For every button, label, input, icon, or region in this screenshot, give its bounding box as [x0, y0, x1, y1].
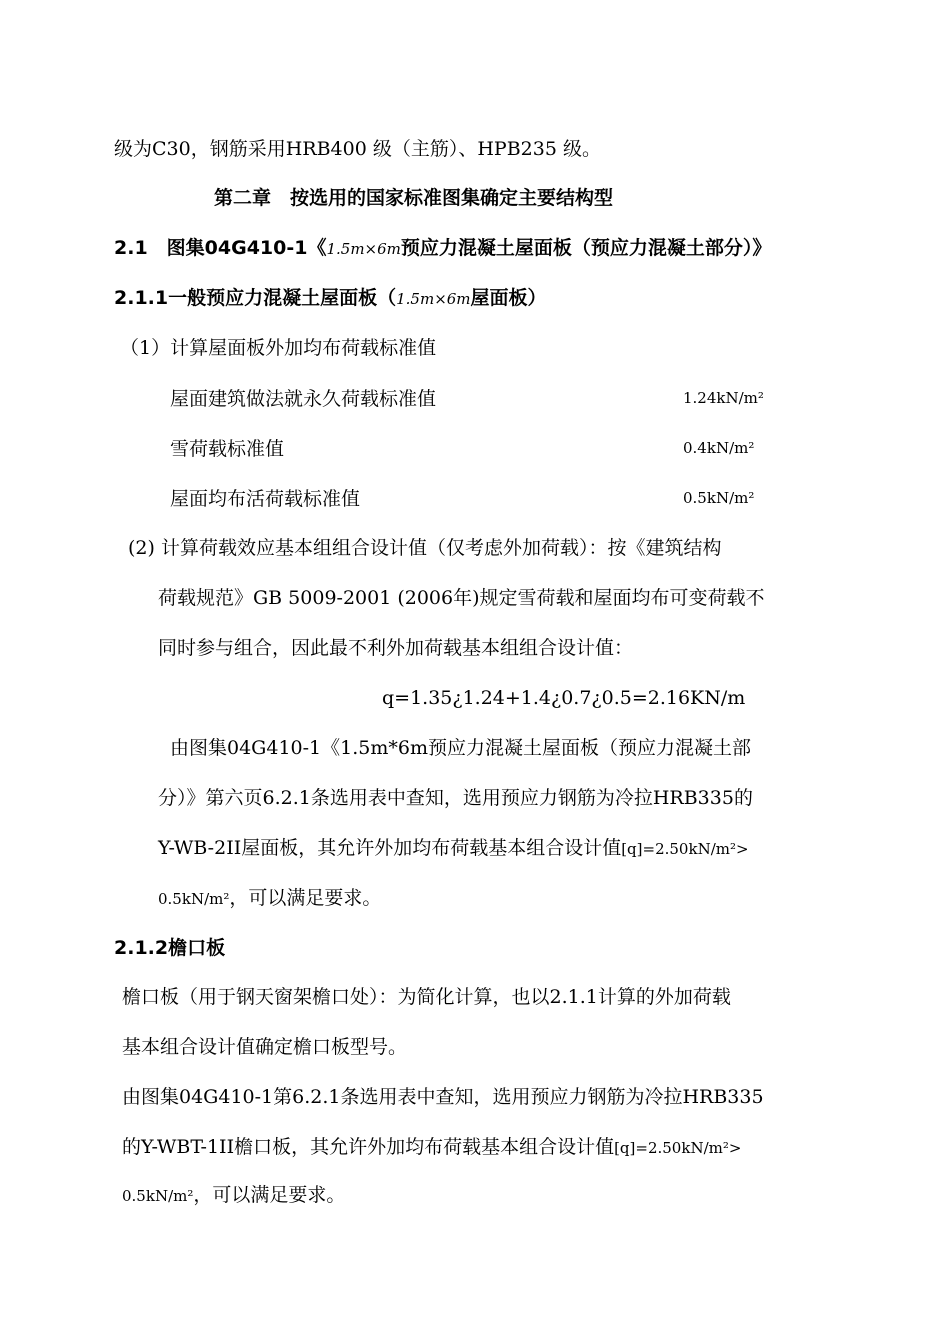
- text-line: 同时参与组合，因此最不利外加荷载基本组组合设计值：: [158, 637, 634, 659]
- dimension-math: 1.5m×6m: [326, 240, 401, 258]
- section-heading-2-1-1: [114, 289, 547, 308]
- load-row-label: 雪荷载标准值: [170, 438, 285, 460]
- item-1-heading: （1）计算屋面板外加均布荷载标准值: [120, 337, 437, 359]
- text-line: [158, 839, 749, 858]
- heading-text: 2.1 图集04G410-1《: [114, 237, 327, 259]
- text-line: 由图集04G410-1第6.2.1条选用表中查知，选用预应力钢筋为冷拉HRB335: [122, 1086, 764, 1108]
- load-row-value: 0.5kN/m²: [683, 489, 755, 507]
- math-value: 0.5kN/m²: [122, 1187, 194, 1205]
- text-segment: Y-WB-2II屋面板，其允许外加均布荷载基本组合设计值: [158, 837, 622, 859]
- text-line: (2) 计算荷载效应基本组组合设计值（仅考虑外加荷载）：按《建筑结构: [128, 537, 722, 559]
- text-line: 由图集04G410-1《1.5m*6m预应力混凝土屋面板（预应力混凝土部: [170, 737, 751, 759]
- text-segment: ，可以满足要求。: [193, 1184, 346, 1206]
- math-value: 0.5kN/m²: [158, 890, 230, 908]
- load-row-value: 1.24kN/m²: [683, 389, 764, 407]
- math-inequality: [q]=2.50kN/m²>: [621, 840, 749, 858]
- load-row-label: 屋面建筑做法就永久荷载标准值: [170, 388, 437, 410]
- section-heading-2-1: [114, 239, 771, 258]
- heading-text: 预应力混凝土屋面板（预应力混凝土部分）》: [400, 237, 772, 259]
- formula: q=1.35¿1.24+1.4¿0.7¿0.5=2.16KN/m: [382, 687, 746, 709]
- heading-text: 2.1.1一般预应力混凝土屋面板（: [114, 287, 397, 309]
- text-line: 檐口板（用于钢天窗架檐口处）：为简化计算，也以2.1.1计算的外加荷载: [122, 986, 731, 1008]
- text-segment: ，可以满足要求。: [229, 887, 382, 909]
- math-inequality: [q]=2.50kN/m²>: [614, 1139, 742, 1157]
- chapter-title: 第二章 按选用的国家标准图集确定主要结构型: [214, 187, 614, 209]
- text-line: [158, 889, 381, 908]
- text-line: 分）》第六页6.2.1条选用表中查知，选用预应力钢筋为冷拉HRB335的: [158, 787, 753, 809]
- text-segment: 的Y-WBT-1II檐口板，其允许外加均布荷载基本组合设计值: [122, 1136, 615, 1158]
- load-row-value: 0.4kN/m²: [683, 439, 755, 457]
- text-line: [122, 1138, 741, 1157]
- text-line: 级为C30，钢筋采用HRB400 级（主筋）、HPB235 级。: [114, 138, 601, 160]
- text-line: [122, 1186, 345, 1205]
- dimension-math: 1.5m×6m: [396, 290, 471, 308]
- section-heading-2-1-2: 2.1.2檐口板: [114, 937, 226, 959]
- heading-text: 屋面板）: [470, 287, 547, 309]
- load-row-label: 屋面均布活荷载标准值: [170, 488, 361, 510]
- text-line: 基本组合设计值确定檐口板型号。: [122, 1036, 408, 1058]
- text-line: 荷载规范》GB 5009-2001 (2006年)规定雪荷载和屋面均布可变荷载不: [158, 587, 765, 609]
